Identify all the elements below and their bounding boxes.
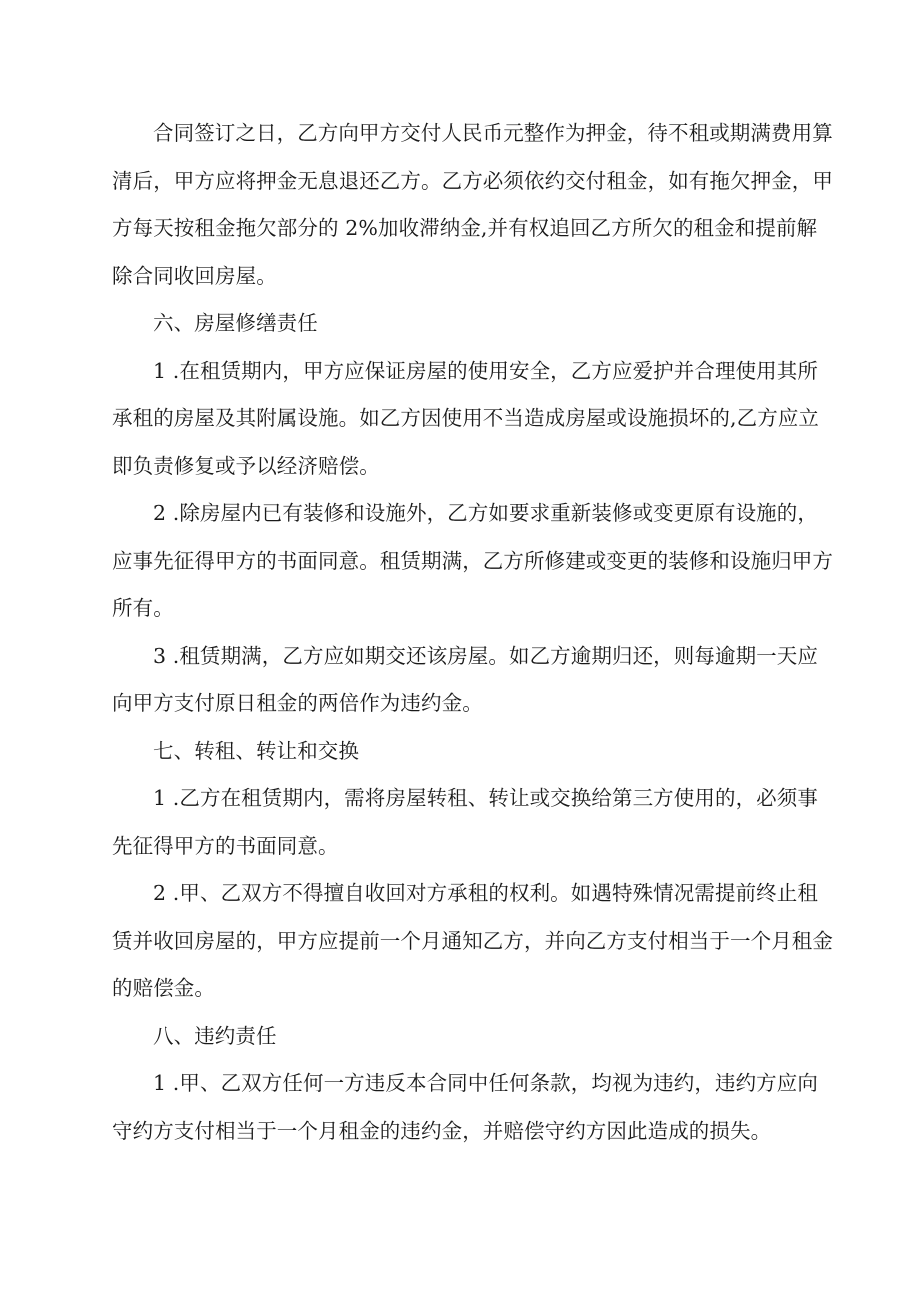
- clause-6-2: [112, 490, 833, 633]
- clause-8-1: [112, 1060, 818, 1155]
- section-heading-7: [112, 728, 812, 776]
- paragraph-line: 1 .乙方在租赁期内，需将房屋转租、转让或交换给第三方使用的，必须事: [153, 786, 818, 810]
- clause-7-2: [112, 870, 833, 1013]
- paragraph-line: 守约方支付相当于一个月租金的违约金，并赔偿守约方因此造成的损失。: [112, 1118, 772, 1143]
- paragraph-line: 清后，甲方应将押金无息退还乙方。乙方必须依约交付租金，如有拖欠押金，甲: [112, 168, 833, 193]
- paragraph-line: 承租的房屋及其附属设施。如乙方因使用不当造成房屋或设施损坏的,乙方应立: [112, 406, 820, 430]
- paragraph-line: 先征得甲方的书面同意。: [112, 833, 339, 858]
- paragraph-line: 1 .甲、乙双方任何一方违反本合同中任何条款，均视为违约，违约方应向: [153, 1071, 818, 1095]
- clause-6-3: [112, 633, 818, 728]
- paragraph-line: 3 .租赁期满，乙方应如期交还该房屋。如乙方逾期归还，则每逾期一天应: [153, 643, 818, 668]
- clause-7-1: [112, 775, 818, 870]
- paragraph-line: 2 .甲、乙双方不得擅自收回对方承租的权利。如遇特殊情况需提前终止租: [153, 881, 818, 905]
- paragraph-line: 方每天按租金拖欠部分的 2%加收滞纳金,并有权追回乙方所欠的租金和提前解: [112, 216, 818, 240]
- section-heading-text: 六、房屋修缮责任: [153, 311, 318, 335]
- section-heading-text: 七、转租、转让和交换: [153, 738, 359, 763]
- section-heading-text: 八、违约责任: [153, 1023, 277, 1048]
- paragraph-line: 向甲方支付原日租金的两倍作为违约金。: [112, 691, 483, 715]
- paragraph-line: 赁并收回房屋的，甲方应提前一个月通知乙方，并向乙方支付相当于一个月租金: [112, 928, 833, 953]
- paragraph-line: 所有。: [112, 596, 174, 620]
- paragraph-line: 的赔偿金。: [112, 976, 215, 1000]
- section-heading-8: [112, 1013, 812, 1061]
- clause-6-1: [112, 348, 820, 491]
- paragraph-deposit: [112, 110, 833, 300]
- document-body: [112, 110, 833, 1155]
- section-heading-6: [112, 300, 812, 348]
- paragraph-line: 1 .在租赁期内，甲方应保证房屋的使用安全，乙方应爱护并合理使用其所: [153, 358, 818, 383]
- paragraph-line: 除合同收回房屋。: [112, 263, 277, 288]
- paragraph-line: 合同签订之日，乙方向甲方交付人民币元整作为押金，待不租或期满费用算: [153, 121, 833, 145]
- paragraph-line: 2 .除房屋内已有装修和设施外，乙方如要求重新装修或变更原有设施的，: [153, 501, 818, 525]
- paragraph-line: 应事先征得甲方的书面同意。租赁期满，乙方所修建或变更的装修和设施归甲方: [112, 548, 833, 573]
- paragraph-line: 即负责修复或予以经济赔偿。: [112, 453, 380, 478]
